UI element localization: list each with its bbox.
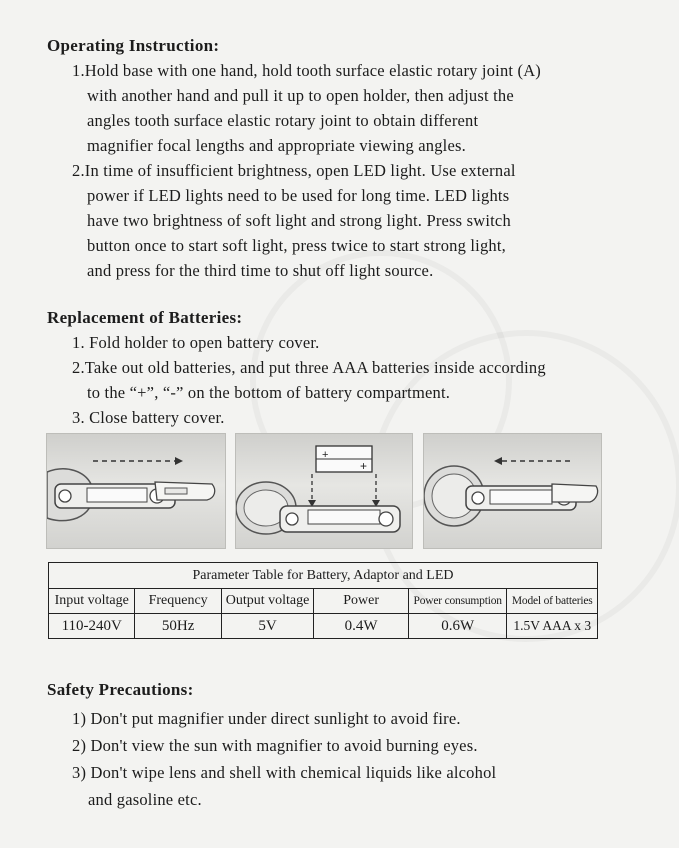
operating-line: and press for the third time to shut off light source.	[87, 261, 434, 280]
parameter-table	[48, 562, 598, 639]
table-cell: 1.5V AAA x 3	[507, 614, 598, 639]
batteries-text	[72, 330, 546, 430]
parameter-table-caption: Parameter Table for Battery, Adaptor and LED	[49, 563, 598, 589]
operating-line: button once to start soft light, press twice to start strong light,	[87, 236, 506, 255]
operating-line: 2.In time of insufficient brightness, open LED light. Use external	[72, 161, 516, 180]
figure-open-cover	[46, 433, 226, 549]
batteries-line: to the “+”, “-” on the bottom of battery compartment.	[87, 383, 451, 402]
safety-line: 1) Don't put magnifier under direct sunlight to avoid fire.	[72, 709, 461, 728]
figure-close-cover	[423, 433, 602, 549]
operating-line: 1.Hold base with one hand, hold tooth surface elastic rotary joint (A)	[72, 61, 542, 80]
operating-line: with another hand and pull it up to open holder, then adjust the	[87, 86, 514, 105]
battery-figures	[46, 433, 602, 547]
operating-line: angles tooth surface elastic rotary joint to obtain different	[87, 111, 479, 130]
safety-text	[72, 705, 496, 813]
open-cover-illustration	[47, 434, 225, 548]
table-header-cell: Model of batteries	[507, 589, 598, 614]
table-cell: 110-240V	[49, 614, 135, 639]
operating-line: have two brightness of soft light and strong light. Press switch	[87, 211, 511, 230]
table-cell: 50Hz	[135, 614, 221, 639]
table-header-cell: Frequency	[135, 589, 221, 614]
table-cell: 5V	[221, 614, 314, 639]
batteries-heading: Replacement of Batteries:	[47, 308, 243, 327]
table-header-cell: Output voltage	[221, 589, 314, 614]
safety-line: 2) Don't view the sun with magnifier to avoid burning eyes.	[72, 736, 478, 755]
safety-line: 3) Don't wipe lens and shell with chemical liquids like alcohol	[72, 763, 497, 782]
safety-line: and gasoline etc.	[88, 790, 202, 809]
table-header-cell: Power consumption	[408, 589, 507, 614]
operating-line: power if LED lights need to be used for long time. LED lights	[87, 186, 510, 205]
battery-plus-sign: +	[360, 459, 368, 473]
table-row	[49, 614, 598, 639]
operating-line: magnifier focal lengths and appropriate viewing angles.	[87, 136, 466, 155]
table-header-cell: Power	[314, 589, 409, 614]
insert-batteries-illustration	[236, 434, 412, 548]
table-header-row	[49, 589, 598, 614]
batteries-line: 1. Fold holder to open battery cover.	[72, 333, 320, 352]
table-header-cell: Input voltage	[49, 589, 135, 614]
safety-heading: Safety Precautions:	[47, 680, 194, 699]
table-cell: 0.6W	[408, 614, 507, 639]
operating-text	[72, 58, 541, 283]
figure-insert-batteries	[235, 433, 413, 549]
table-cell: 0.4W	[314, 614, 409, 639]
batteries-line: 3. Close battery cover.	[72, 408, 225, 427]
batteries-line: 2.Take out old batteries, and put three AAA batteries inside according	[72, 358, 546, 377]
operating-heading: Operating Instruction:	[47, 36, 220, 55]
battery-plus-sign: +	[322, 449, 329, 461]
close-cover-illustration	[424, 434, 601, 548]
